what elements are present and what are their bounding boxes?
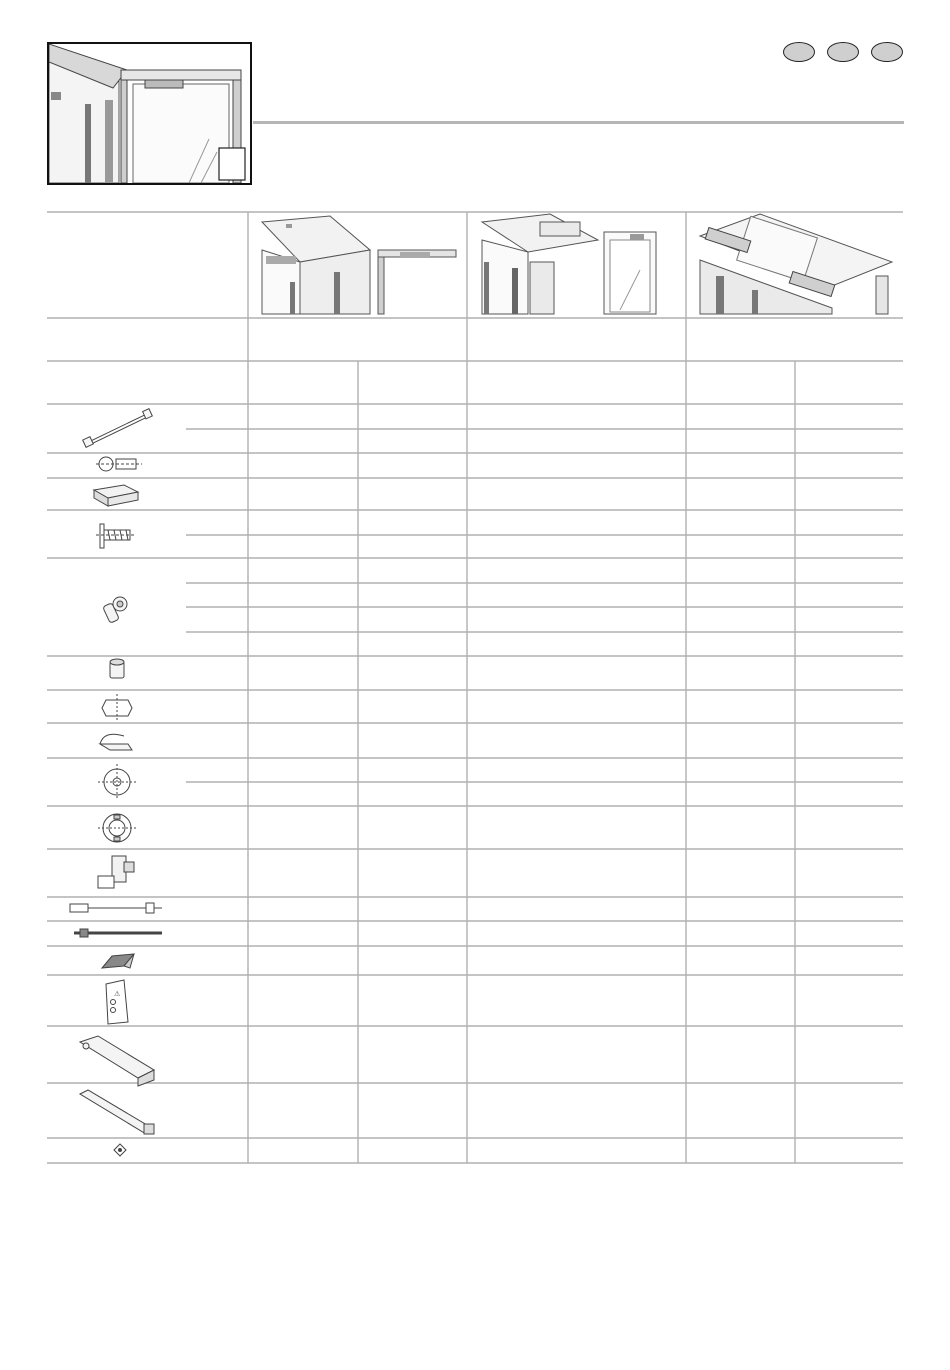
threaded-rod-icon — [83, 409, 153, 448]
cable-tie-icon — [74, 929, 162, 937]
warning-label-icon — [106, 980, 128, 1024]
variant-3-illustration — [700, 214, 892, 314]
hinge-pin-icon — [96, 457, 142, 471]
variant-2-illustration — [482, 214, 656, 314]
closer-arm-icon — [80, 1090, 154, 1134]
cable-icon — [70, 903, 162, 913]
pad-block-icon — [94, 485, 138, 506]
socket-screw-icon — [103, 597, 127, 623]
svg-text:⚠: ⚠ — [114, 990, 121, 998]
connector-icon — [98, 856, 134, 888]
spring-clip-icon — [100, 734, 132, 750]
spacer-sleeve-icon — [110, 659, 124, 678]
washer-icon — [98, 764, 136, 800]
tapping-screw-icon — [96, 524, 136, 548]
serrated-washer-icon — [98, 814, 136, 842]
square-nut-icon — [114, 1144, 126, 1156]
hex-nut-icon — [102, 694, 132, 720]
variant-1-illustration — [262, 216, 456, 314]
adhesive-pad-icon — [102, 954, 134, 968]
door-closer-icon — [80, 1036, 154, 1086]
